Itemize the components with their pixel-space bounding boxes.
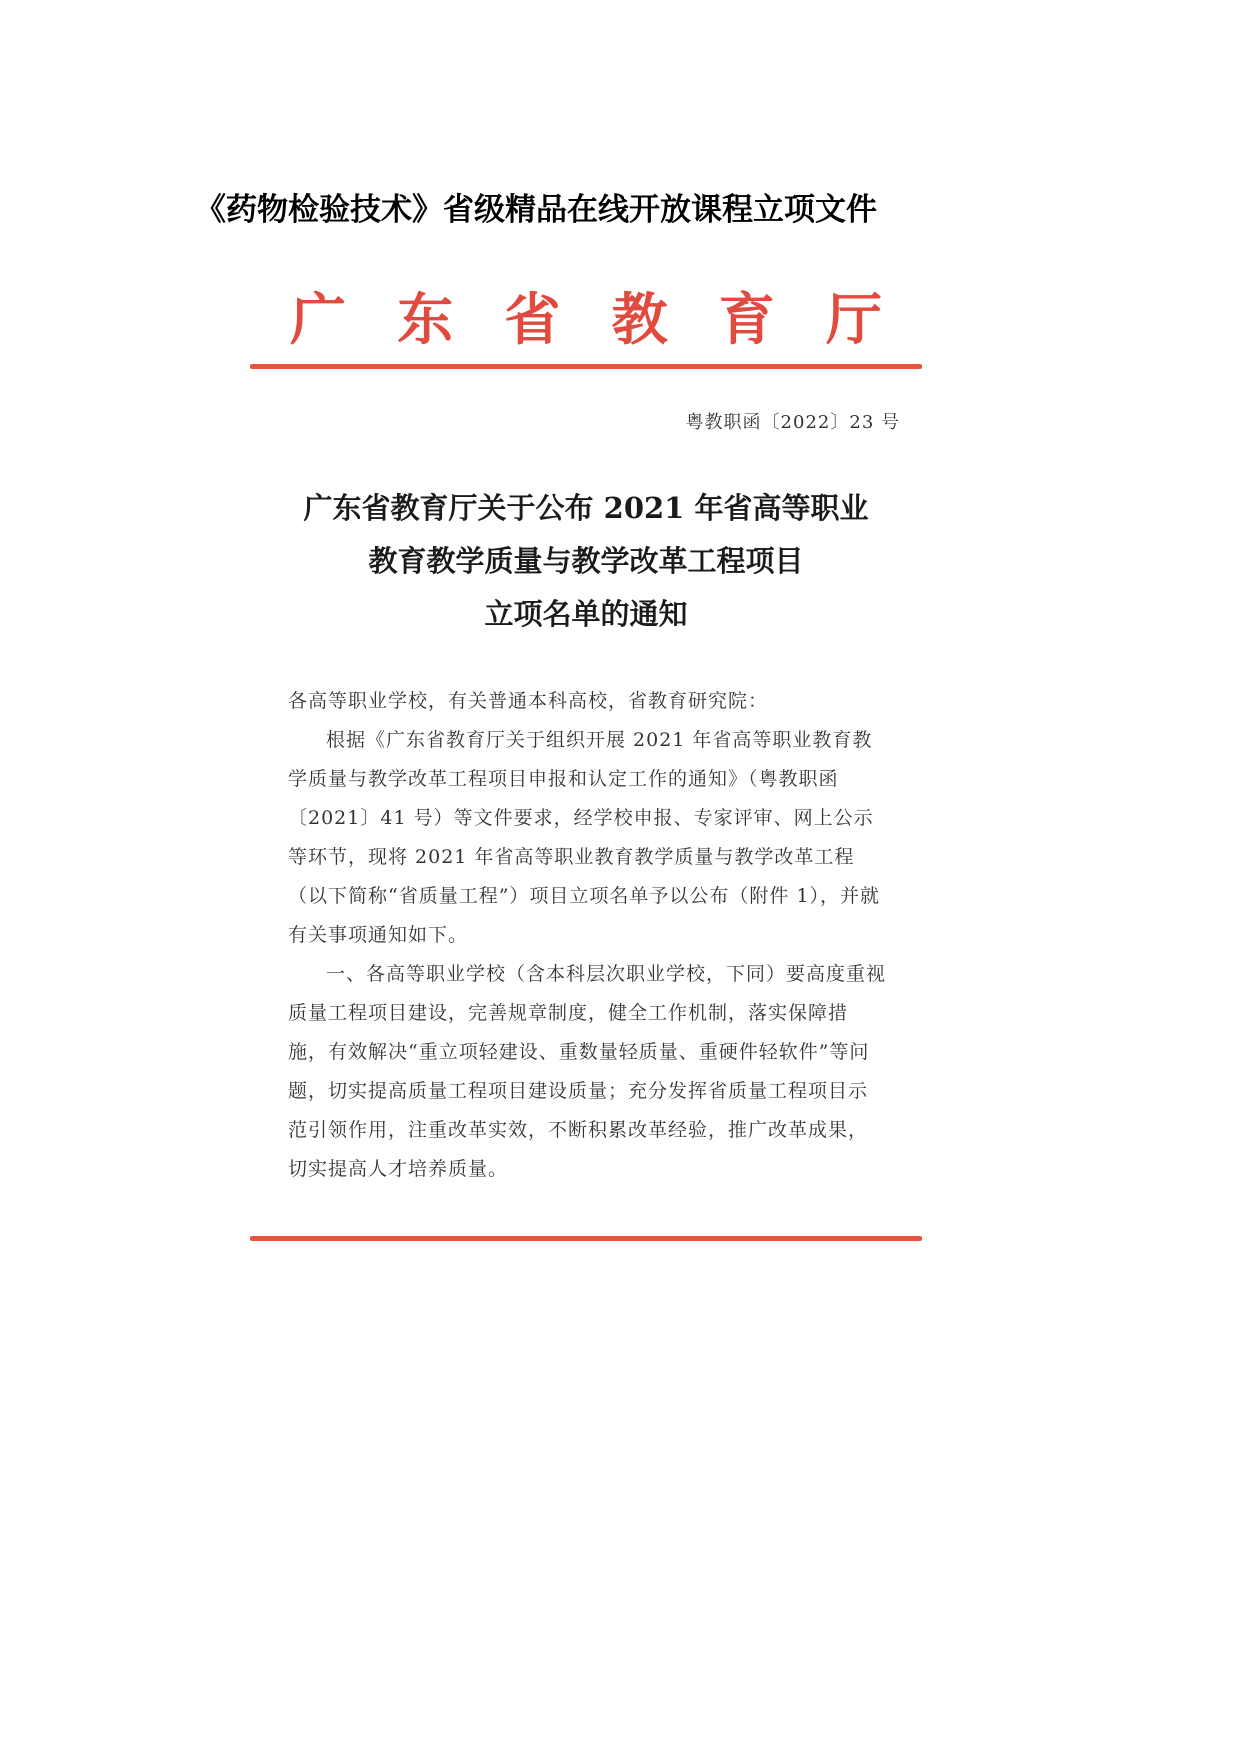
masthead-char: 教 [611,287,668,353]
notice-title-line: 广东省教育厅关于公布 2021 年省高等职业 [303,491,869,525]
masthead-char: 育 [718,287,775,353]
notice-body [288,682,886,1189]
notice-title [250,482,922,641]
bottom-red-divider [250,1236,922,1241]
document-number: 粤教职函〔2022〕23 号 [685,412,900,433]
top-red-divider [250,364,922,369]
paragraph: 一、各高等职业学校（含本科层次职业学校，下同）要高度重视质量工程项目建设，完善规章制度，健全工作机制，落实保障措施，有效解决“重立项轻建设、重数量轻质量、重硬件轻软件”等问题，切实提高质量工程项目建设质量；充分发挥省质量工程项目示范引领作用，注重改革实效，不断积累改革经验，推广改革成果，切实提高人才培养质量。 [288,963,887,1180]
notice-title-line: 教育教学质量与教学改革工程项目 [368,544,804,578]
masthead-char: 省 [504,287,561,353]
notice-title-line: 立项名单的通知 [484,597,688,631]
scanned-document [250,270,922,1250]
masthead-char: 厅 [825,287,882,353]
salutation: 各高等职业学校，有关普通本科高校，省教育研究院： [288,690,769,712]
page-title: 《药物检验技术》省级精品在线开放课程立项文件 [195,192,877,228]
paragraph: 根据《广东省教育厅关于组织开展 2021 年省高等职业教育教学质量与教学改革工程项目申报和认定工作的通知》（粤教职函〔2021〕41 号）等文件要求，经学校申报、专家评审、网上公示等环节，现将 2021 年省高等职业教育教学质量与教学改革工程（以下简称“省质量工程”）项目立项名单予以公布（附件 1），并就有关事项通知如下。 [288,729,881,946]
masthead-char: 广 [290,287,346,353]
masthead [250,282,922,362]
masthead-char: 东 [397,287,454,353]
